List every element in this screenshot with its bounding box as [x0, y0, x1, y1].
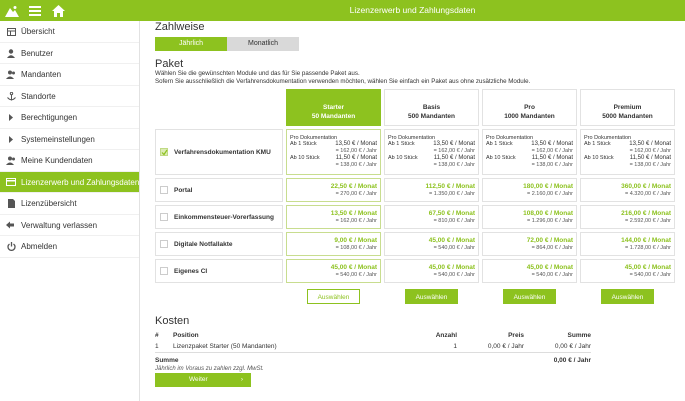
select-cell	[286, 286, 381, 307]
price-yearly: = 138,00 € / Jahr	[531, 162, 573, 168]
document-icon	[6, 193, 16, 215]
package-header-3[interactable]	[580, 89, 675, 126]
price-yearly: = 810,00 € / Jahr	[433, 217, 475, 224]
tier-title: Pro Dokumentation	[486, 135, 534, 141]
select-cell	[482, 286, 577, 307]
sidebar-item-9[interactable]	[0, 215, 139, 237]
sidebar-item-2[interactable]	[0, 64, 139, 86]
sidebar-item-6[interactable]	[0, 150, 139, 172]
price-monthly: 112,50 € / Monat	[425, 182, 475, 190]
sidebar-item-label: Mandanten	[21, 70, 62, 79]
price-yearly: = 162,00 € / Jahr	[433, 148, 475, 154]
module-label: Digitale Notfallakte	[174, 240, 233, 248]
users-icon	[6, 64, 16, 86]
price-yearly: = 540,00 € / Jahr	[335, 271, 377, 278]
zahlweise-title: Zahlweise	[155, 21, 205, 33]
module-price-cell	[286, 232, 381, 256]
sidebar-item-label: Übersicht	[21, 27, 55, 36]
total-value: 0,00 € / Jahr	[553, 356, 591, 364]
price-monthly: 216,00 € / Monat	[621, 209, 671, 217]
price-monthly: 45,00 € / Monat	[330, 263, 377, 271]
menu-icon[interactable]	[28, 4, 42, 18]
package-header-0[interactable]	[286, 89, 381, 126]
module-price-cell	[384, 259, 479, 283]
exit-icon	[6, 215, 16, 237]
doc-price-cell	[580, 129, 675, 175]
module-row	[155, 205, 283, 229]
package-mandanten: 50 Mandanten	[311, 112, 356, 120]
module-row	[155, 232, 283, 256]
module-price-cell	[482, 178, 577, 202]
toggle-yearly[interactable]: Jährlich	[155, 37, 227, 51]
table-icon	[6, 21, 16, 43]
sidebar-item-1[interactable]	[0, 43, 139, 65]
chevron-right-icon	[6, 129, 16, 151]
price-yearly: = 138,00 € / Jahr	[335, 162, 377, 168]
price-monthly: 13,50 € / Monat	[330, 209, 377, 217]
price-yearly: = 540,00 € / Jahr	[629, 271, 671, 278]
module-label: Einkommensteuer-Vorerfassung	[174, 213, 274, 221]
module-price-cell	[482, 259, 577, 283]
module-label: Verfahrensdokumentation KMU	[174, 148, 271, 156]
chevron-right-icon	[6, 107, 16, 129]
checkbox[interactable]	[160, 267, 168, 275]
sidebar-item-10[interactable]	[0, 236, 139, 258]
module-price-cell	[384, 178, 479, 202]
payment-note: Jährlich im Voraus zu zahlen zzgl. MwSt.	[155, 366, 264, 372]
price-yearly: = 162,00 € / Jahr	[335, 148, 377, 154]
module-price-cell	[286, 178, 381, 202]
price-monthly: 108,00 € / Monat	[523, 209, 573, 217]
checkbox[interactable]	[160, 186, 168, 194]
row-preis: 0,00 € / Jahr	[487, 342, 524, 350]
table-row	[155, 341, 591, 352]
price-yearly: = 138,00 € / Jahr	[433, 162, 475, 168]
doc-price-cell	[286, 129, 381, 175]
row-anzahl: 1	[453, 342, 457, 350]
tier-label: Ab 10 Stück	[584, 155, 614, 161]
sidebar-item-0[interactable]	[0, 21, 139, 43]
sidebar-item-label: Lizenzübersicht	[21, 199, 77, 208]
user-icon	[6, 43, 16, 65]
price-yearly: = 1.296,00 € / Jahr	[526, 217, 573, 224]
top-bar	[0, 0, 685, 21]
sidebar-item-3[interactable]	[0, 86, 139, 108]
module-row	[155, 178, 283, 202]
price-yearly: = 864,00 € / Jahr	[531, 244, 573, 251]
sidebar-item-8[interactable]	[0, 193, 139, 215]
sidebar-item-label: Meine Kundendaten	[21, 156, 93, 165]
col-anzahl: Anzahl	[435, 332, 457, 339]
price-monthly: 11,50 € / Monat	[433, 155, 475, 161]
row-summe: 0,00 € / Jahr	[554, 342, 591, 350]
price-monthly: 11,50 € / Monat	[335, 155, 377, 161]
module-price-cell	[580, 178, 675, 202]
col-num: #	[155, 332, 159, 339]
package-table	[152, 89, 678, 307]
price-yearly: = 138,00 € / Jahr	[629, 162, 671, 168]
tier-label: Ab 1 Stück	[290, 141, 317, 147]
checkbox[interactable]	[160, 148, 168, 156]
price-yearly: = 540,00 € / Jahr	[433, 271, 475, 278]
package-name: Basis	[422, 103, 441, 111]
col-position: Position	[173, 332, 199, 339]
sidebar-item-5[interactable]	[0, 129, 139, 151]
module-price-cell	[580, 232, 675, 256]
price-monthly: 72,00 € / Monat	[526, 236, 573, 244]
price-monthly: 45,00 € / Monat	[526, 263, 573, 271]
cost-table	[155, 330, 591, 375]
price-yearly: = 2.592,00 € / Jahr	[624, 217, 671, 224]
row-num: 1	[155, 342, 159, 350]
tier-label: Ab 1 Stück	[388, 141, 415, 147]
price-monthly: 180,00 € / Monat	[523, 182, 573, 190]
sidebar-item-label: Abmelden	[21, 242, 58, 251]
price-yearly: = 2.160,00 € / Jahr	[526, 190, 573, 197]
price-monthly: 11,50 € / Monat	[629, 155, 671, 161]
price-yearly: = 162,00 € / Jahr	[531, 148, 573, 154]
price-yearly: = 540,00 € / Jahr	[531, 271, 573, 278]
package-mandanten: 500 Mandanten	[408, 112, 455, 120]
checkbox[interactable]	[160, 213, 168, 221]
module-price-cell	[482, 232, 577, 256]
header-spacer	[155, 89, 283, 126]
price-monthly: 9,00 € / Monat	[334, 236, 377, 244]
total-label: Summe	[155, 356, 179, 364]
select-package-button[interactable]: Auswählen	[601, 289, 655, 304]
paket-description-1: Wählen Sie die gewünschten Module und das für Sie passende Paket aus.	[155, 70, 360, 77]
package-mandanten: 5000 Mandanten	[602, 112, 653, 120]
price-monthly: 45,00 € / Monat	[624, 263, 671, 271]
sidebar-item-4[interactable]	[0, 107, 139, 129]
module-label: Eigenes CI	[174, 267, 208, 275]
sidebar-item-label: Verwaltung verlassen	[21, 220, 98, 230]
price-yearly: = 1.350,00 € / Jahr	[428, 190, 475, 197]
price-yearly: = 162,00 € / Jahr	[335, 217, 377, 224]
sidebar-item-label: Systemeinstellungen	[21, 134, 95, 144]
module-price-cell	[482, 205, 577, 229]
price-monthly: 13,50 € / Monat	[335, 141, 377, 147]
billing-toggle	[155, 37, 680, 51]
module-price-cell	[384, 232, 479, 256]
price-monthly: 13,50 € / Monat	[629, 141, 671, 147]
package-name: Premium	[613, 103, 642, 111]
select-package-button[interactable]: Auswählen	[405, 289, 459, 304]
logo-icon[interactable]	[5, 4, 19, 18]
col-preis: Preis	[508, 332, 524, 339]
kosten-title: Kosten	[155, 315, 190, 327]
module-price-cell	[580, 205, 675, 229]
chevron-right-icon: ›	[240, 376, 243, 383]
home-icon[interactable]	[51, 4, 65, 18]
price-yearly: = 1.728,00 € / Jahr	[624, 244, 671, 251]
credit-card-icon	[6, 172, 16, 194]
tier-label: Ab 10 Stück	[388, 155, 418, 161]
module-row-doc	[155, 129, 283, 175]
row-position: Lizenzpaket Starter (50 Mandanten)	[173, 342, 277, 350]
sidebar-item-label: Lizenzerwerb und Zahlungsdaten	[21, 177, 140, 187]
select-cell	[384, 286, 479, 307]
select-cell	[580, 286, 675, 307]
tier-title: Pro Dokumentation	[290, 135, 338, 141]
power-icon	[6, 236, 16, 258]
package-header-2[interactable]	[482, 89, 577, 126]
paket-title: Paket	[155, 58, 184, 70]
module-label: Portal	[174, 186, 193, 194]
tier-title: Pro Dokumentation	[584, 135, 632, 141]
price-yearly: = 162,00 € / Jahr	[629, 148, 671, 154]
checkbox[interactable]	[160, 240, 168, 248]
tier-label: Ab 10 Stück	[290, 155, 320, 161]
module-price-cell	[384, 205, 479, 229]
col-summe: Summe	[567, 332, 591, 339]
package-name: Pro	[524, 103, 535, 111]
button-spacer	[155, 286, 283, 307]
tier-label: Ab 10 Stück	[486, 155, 516, 161]
tier-title: Pro Dokumentation	[388, 135, 436, 141]
select-package-button[interactable]: Auswählen	[503, 289, 557, 304]
tier-label: Ab 1 Stück	[486, 141, 513, 147]
doc-price-cell	[482, 129, 577, 175]
module-price-cell	[286, 205, 381, 229]
sidebar-item-label: Standorte	[21, 91, 56, 101]
package-header-1[interactable]	[384, 89, 479, 126]
toggle-monthly[interactable]: Monatlich	[227, 37, 299, 51]
price-monthly: 45,00 € / Monat	[428, 263, 475, 271]
price-monthly: 22,50 € / Monat	[330, 182, 377, 190]
price-monthly: 144,00 € / Monat	[621, 236, 671, 244]
package-mandanten: 1000 Mandanten	[504, 112, 555, 120]
anchor-icon	[6, 86, 16, 108]
tier-label: Ab 1 Stück	[584, 141, 611, 147]
main-content	[155, 21, 680, 401]
price-monthly: 13,50 € / Monat	[531, 141, 573, 147]
module-row	[155, 259, 283, 283]
module-price-cell	[286, 259, 381, 283]
select-package-button[interactable]: Auswählen	[307, 289, 361, 304]
sidebar-item-label: Benutzer	[21, 48, 54, 58]
price-yearly: = 4.320,00 € / Jahr	[624, 190, 671, 197]
module-price-cell	[580, 259, 675, 283]
package-name: Starter	[323, 103, 344, 111]
price-yearly: = 540,00 € / Jahr	[433, 244, 475, 251]
sidebar	[0, 21, 140, 401]
price-monthly: 11,50 € / Monat	[531, 155, 573, 161]
price-monthly: 360,00 € / Monat	[621, 182, 671, 190]
doc-price-cell	[384, 129, 479, 175]
price-monthly: 67,50 € / Monat	[428, 209, 475, 217]
price-monthly: 13,50 € / Monat	[433, 141, 475, 147]
weiter-label: Weiter	[189, 376, 208, 383]
page-title: Lizenzerwerb und Zahlungsdaten	[349, 5, 476, 15]
price-monthly: 45,00 € / Monat	[428, 236, 475, 244]
price-yearly: = 108,00 € / Jahr	[335, 244, 377, 251]
sidebar-item-label: Berechtigungen	[21, 113, 78, 122]
price-yearly: = 270,00 € / Jahr	[335, 190, 377, 197]
paket-description-2: Sofern Sie ausschließlich die Verfahrensdokumentation verwenden möchten, wählen Sie einfach ein Paket aus ohne zusätzliche Module.	[155, 77, 531, 85]
sidebar-item-7[interactable]	[0, 172, 139, 194]
users-icon	[6, 150, 16, 172]
weiter-button[interactable]	[155, 373, 251, 387]
